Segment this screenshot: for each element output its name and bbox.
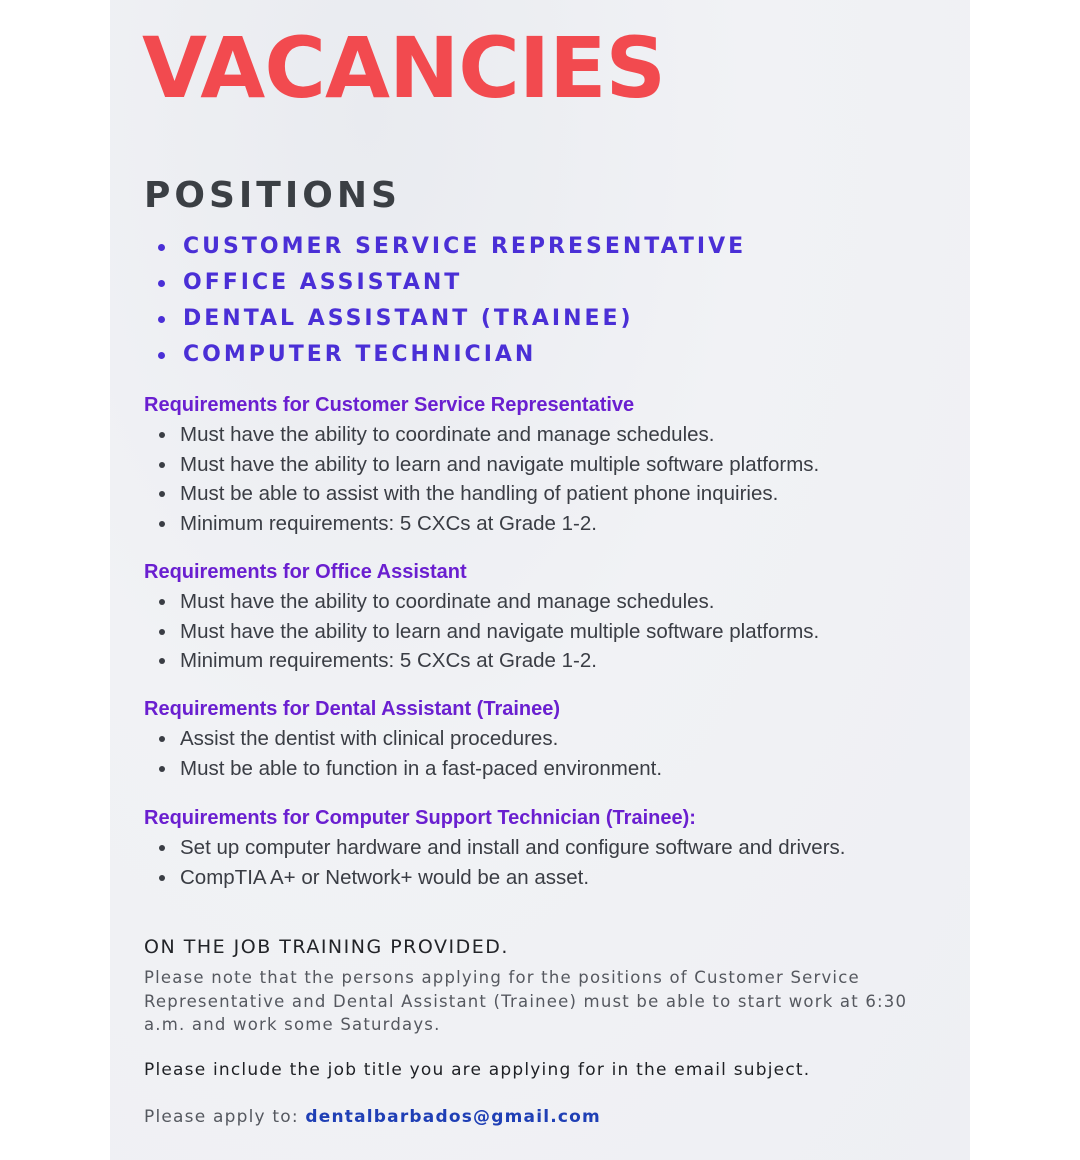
requirements-office-assistant bbox=[144, 559, 819, 676]
requirements-list bbox=[144, 587, 819, 676]
requirements-list bbox=[144, 833, 845, 892]
position-item-dental-assistant bbox=[158, 304, 746, 340]
position-item-office-assistant bbox=[158, 268, 746, 304]
requirements-dental-assistant bbox=[144, 696, 662, 783]
list-item bbox=[144, 617, 819, 647]
list-item bbox=[144, 833, 845, 863]
list-item-text: Must have the ability to learn and navigate multiple software platforms. bbox=[180, 619, 820, 643]
list-item-text: Must have the ability to coordinate and manage schedules. bbox=[180, 590, 715, 613]
bullet-icon bbox=[159, 629, 165, 635]
bullet-icon bbox=[158, 244, 165, 251]
training-notice: ON THE JOB TRAINING PROVIDED. bbox=[144, 936, 509, 958]
bullet-icon bbox=[159, 491, 165, 497]
position-item-customer-service bbox=[158, 232, 746, 268]
page-title: VACANCIES bbox=[142, 19, 666, 117]
bullet-icon bbox=[159, 462, 165, 468]
position-label: DENTAL ASSISTANT (TRAINEE) bbox=[183, 306, 634, 331]
email-link[interactable]: dentalbarbados@gmail.com bbox=[305, 1107, 601, 1127]
list-item-text: Must have the ability to coordinate and manage schedules. bbox=[180, 423, 715, 446]
bullet-icon bbox=[159, 658, 165, 664]
requirements-list bbox=[144, 420, 819, 538]
requirements-title: Requirements for Office Assistant bbox=[144, 561, 467, 583]
bullet-icon bbox=[159, 599, 165, 605]
list-item-text: Must have the ability to learn and navigate multiple software platforms. bbox=[180, 452, 820, 476]
requirements-title: Requirements for Dental Assistant (Trainee) bbox=[144, 698, 561, 720]
requirements-computer-technician bbox=[144, 805, 845, 892]
requirements-title: Requirements for Computer Support Technician (Trainee): bbox=[144, 807, 696, 829]
apply-label: Please apply to: bbox=[144, 1107, 299, 1127]
list-item bbox=[144, 724, 662, 754]
apply-line bbox=[144, 1107, 601, 1127]
bullet-icon bbox=[158, 280, 165, 287]
requirements-customer-service bbox=[144, 392, 819, 538]
schedule-note: Please note that the persons applying for the positions of Customer Service Representative and Dental Assistant (Trainee) must be able to start work at 6:30 a.m. and work some Saturdays. bbox=[144, 968, 908, 1034]
bullet-icon bbox=[158, 316, 165, 323]
list-item-text: Must be able to function in a fast-paced environment. bbox=[180, 756, 663, 780]
bullet-icon bbox=[158, 352, 165, 359]
bullet-icon bbox=[159, 766, 165, 772]
bullet-icon bbox=[159, 736, 165, 742]
list-item-text: Must be able to assist with the handling of patient phone inquiries. bbox=[180, 482, 779, 505]
list-item-text: Set up computer hardware and install and configure software and drivers. bbox=[180, 836, 846, 859]
bullet-icon bbox=[159, 845, 165, 851]
list-item-text: Assist the dentist with clinical procedures. bbox=[180, 727, 559, 750]
list-item bbox=[144, 646, 819, 676]
position-item-computer-technician bbox=[158, 340, 746, 376]
list-item-text: Minimum requirements: 5 CXCs at Grade 1-2. bbox=[180, 649, 597, 672]
list-item bbox=[144, 863, 845, 893]
positions-list bbox=[158, 232, 746, 376]
list-item bbox=[144, 420, 819, 450]
list-item bbox=[144, 754, 662, 784]
requirements-title: Requirements for Customer Service Representative bbox=[144, 394, 635, 416]
email-subject-instruction: Please include the job title you are applying for in the email subject. bbox=[144, 1060, 811, 1080]
position-label: OFFICE ASSISTANT bbox=[183, 270, 463, 295]
bullet-icon bbox=[159, 875, 165, 881]
list-item bbox=[144, 587, 819, 617]
list-item-text: Minimum requirements: 5 CXCs at Grade 1-2. bbox=[180, 511, 597, 535]
requirements-list bbox=[144, 724, 662, 783]
vacancies-poster bbox=[110, 0, 970, 1160]
position-label: COMPUTER TECHNICIAN bbox=[183, 342, 537, 367]
list-item bbox=[144, 509, 819, 539]
bullet-icon bbox=[159, 432, 165, 438]
list-item bbox=[144, 450, 819, 480]
positions-heading: POSITIONS bbox=[144, 175, 401, 216]
list-item-text: CompTIA A+ or Network+ would be an asset. bbox=[180, 865, 590, 889]
bullet-icon bbox=[159, 521, 165, 527]
position-label: CUSTOMER SERVICE REPRESENTATIVE bbox=[183, 234, 747, 259]
list-item bbox=[144, 479, 819, 509]
